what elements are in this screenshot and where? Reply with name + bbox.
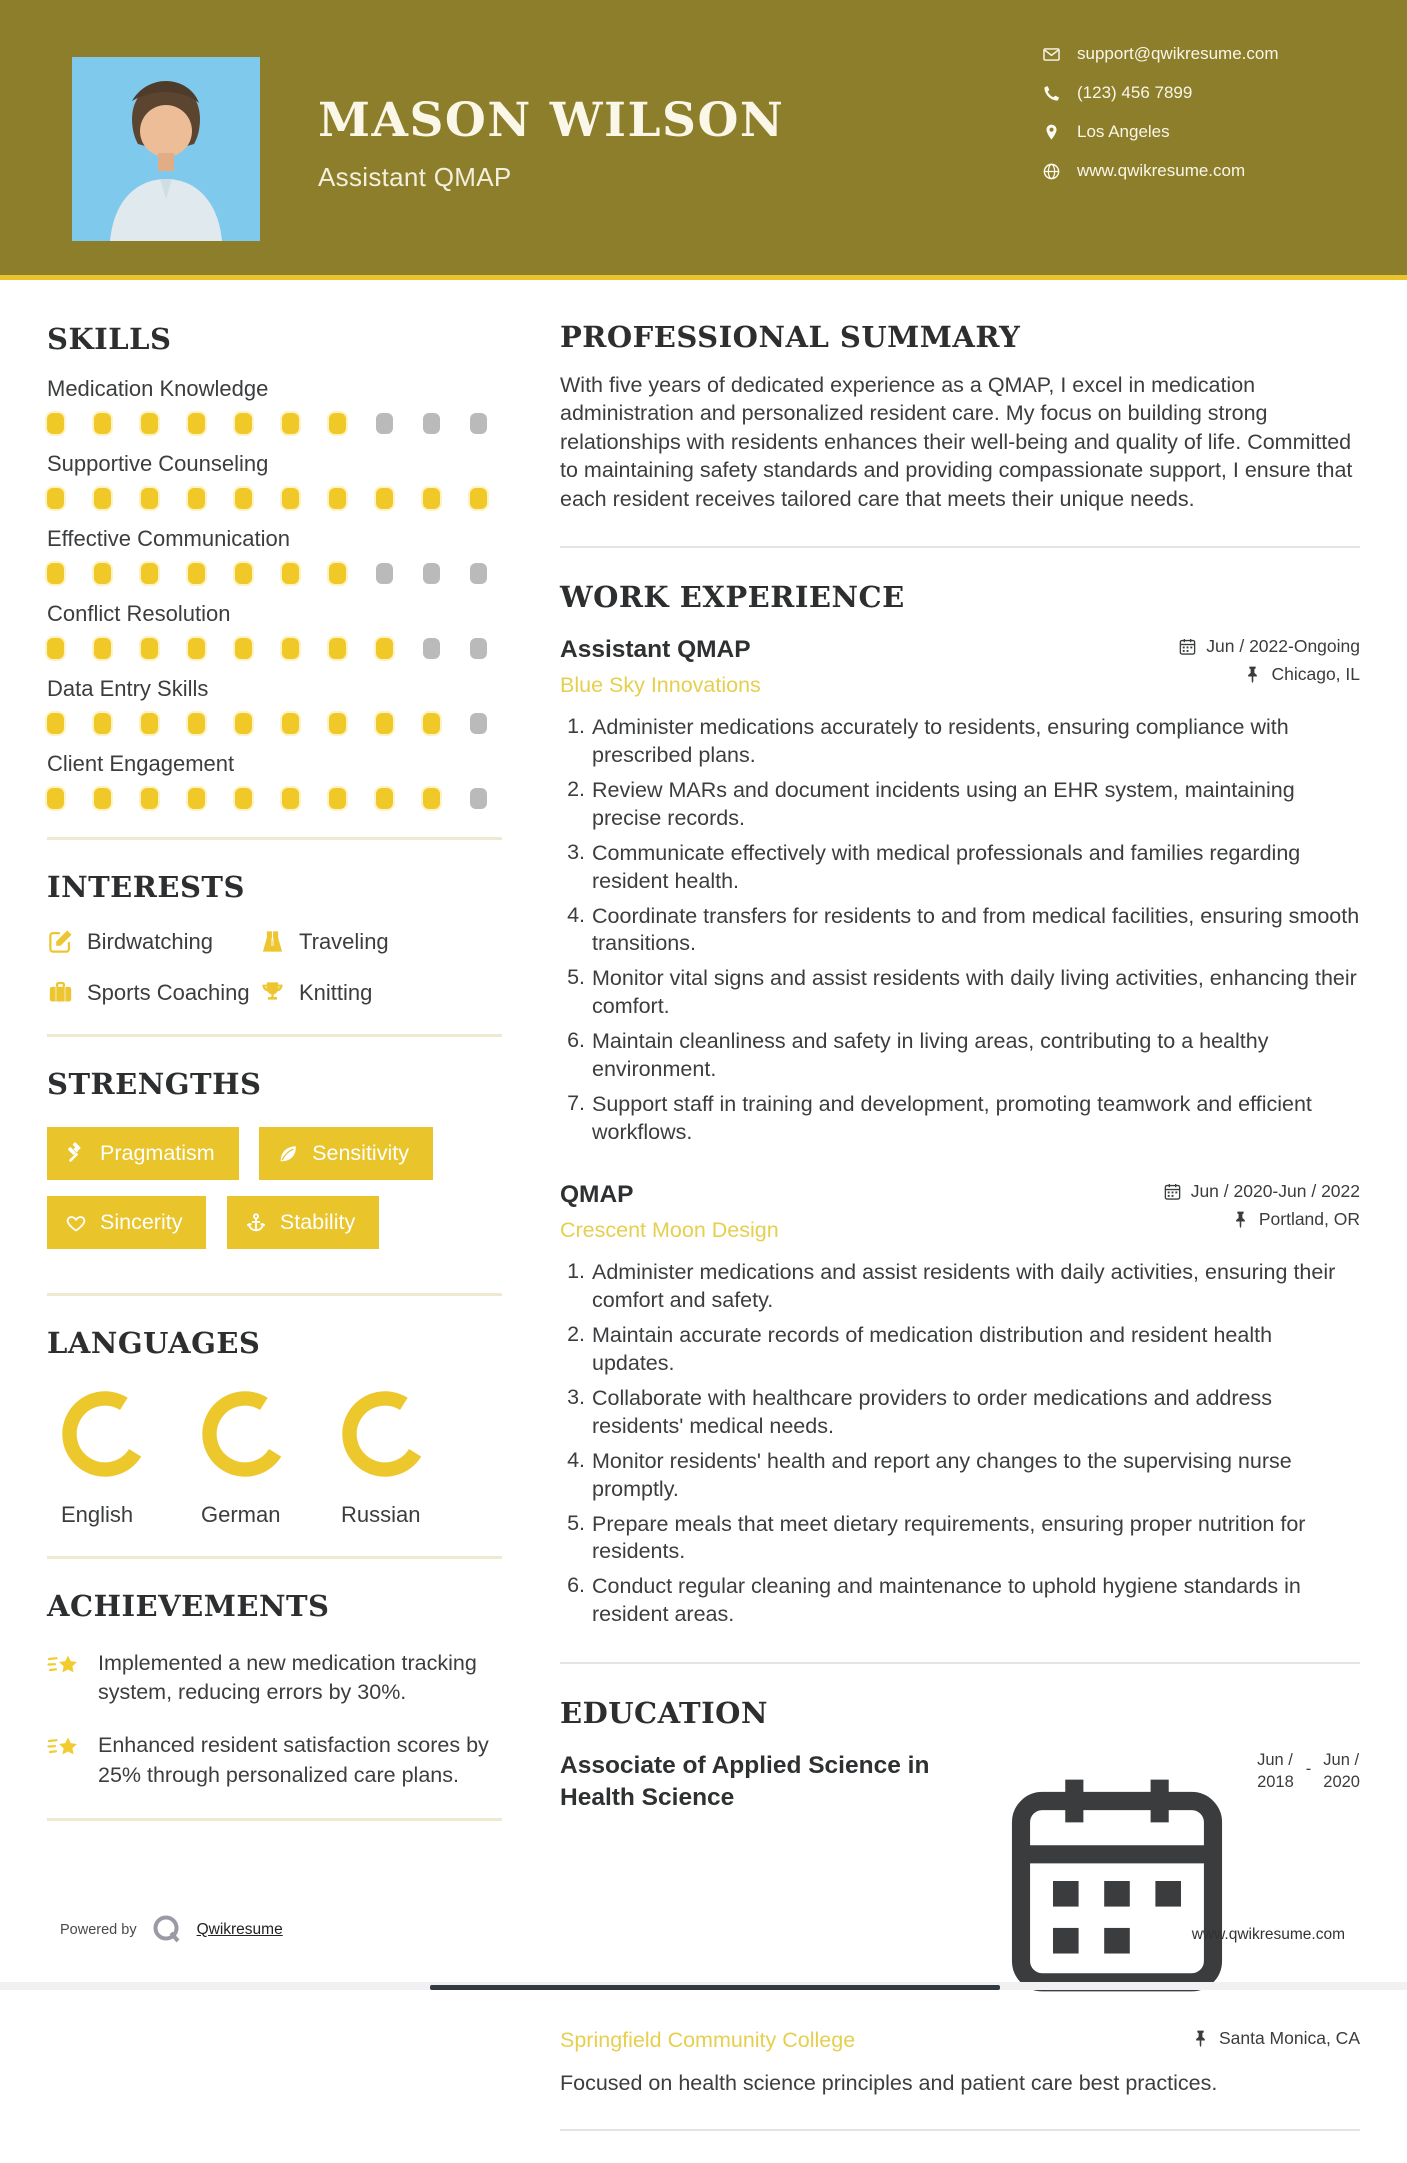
bullet-number: 1.	[560, 1259, 585, 1315]
job-bullet-list	[560, 714, 1360, 1147]
achievement-item	[47, 1649, 502, 1707]
sidebar-divider	[47, 1556, 502, 1559]
skill-level-dots	[47, 563, 502, 584]
job-date: Jun / 2022-Ongoing	[1206, 636, 1360, 657]
pushpin-icon	[1231, 1210, 1250, 1229]
skill-level-dots	[47, 788, 502, 809]
person-job-title: Assistant QMAP	[318, 162, 784, 193]
skill-level-dots	[47, 413, 502, 434]
skill-item	[47, 601, 502, 659]
qwikresume-logo-icon	[149, 1912, 185, 1948]
skill-level-dot	[282, 488, 299, 509]
job-bullet-list	[560, 1259, 1360, 1629]
interest-item	[47, 979, 259, 1006]
skill-item	[47, 751, 502, 809]
main-column	[560, 320, 1360, 2163]
skill-level-dot	[423, 413, 440, 434]
skill-level-dot	[94, 788, 111, 809]
footer-powered-by	[60, 1912, 283, 1948]
calendar-icon	[989, 1753, 1245, 2014]
bullet-number: 6.	[560, 1028, 585, 1084]
job-bullet	[560, 840, 1360, 896]
skill-level-dot	[141, 788, 158, 809]
bullet-text: Support staff in training and development, promoting teamwork and efficient workflows.	[592, 1091, 1360, 1147]
skill-level-dot	[282, 713, 299, 734]
skill-level-dot	[329, 413, 346, 434]
globe-icon	[1042, 162, 1061, 181]
calendar-icon	[1178, 637, 1197, 656]
skill-level-dot	[329, 788, 346, 809]
bullet-text: Monitor residents' health and report any changes to the supervising nurse promptly.	[592, 1448, 1360, 1504]
job-location: Chicago, IL	[1271, 664, 1360, 685]
contact-row[interactable]	[1042, 122, 1279, 142]
bullet-number: 1.	[560, 714, 585, 770]
strength-label: Sincerity	[100, 1210, 182, 1235]
shooting-star-icon	[47, 1731, 81, 1765]
main-divider	[560, 1662, 1360, 1664]
job-title: QMAP	[560, 1181, 634, 1209]
trophy-icon	[259, 979, 286, 1006]
skill-level-dot	[94, 563, 111, 584]
skill-level-dot	[235, 713, 252, 734]
skill-level-dot	[376, 413, 393, 434]
education-school: Springfield Community College	[560, 2028, 855, 2053]
header-accent-strip	[0, 275, 1407, 280]
interest-label: Sports Coaching	[87, 980, 250, 1006]
skill-label: Data Entry Skills	[47, 676, 502, 702]
strength-label: Sensitivity	[312, 1141, 409, 1166]
education-date-end: Jun / 2020	[1323, 1750, 1360, 1793]
profile-photo	[72, 57, 260, 241]
pushpin-icon	[1243, 665, 1262, 684]
skill-level-dot	[188, 563, 205, 584]
education-dates	[989, 1750, 1360, 2014]
bullet-number: 3.	[560, 840, 585, 896]
main-divider	[560, 546, 1360, 548]
skill-level-dot	[329, 563, 346, 584]
sidebar-divider	[47, 837, 502, 840]
skill-item	[47, 526, 502, 584]
briefcase-icon	[47, 979, 74, 1006]
location-pin-icon	[1042, 123, 1061, 142]
contact-text: www.qwikresume.com	[1077, 161, 1245, 181]
powered-by-label: Powered by	[60, 1922, 137, 1938]
pushpin-icon	[1191, 2029, 1210, 2048]
contact-row[interactable]	[1042, 83, 1279, 103]
bullet-text: Administer medications and assist residents with daily activities, ensuring their comfort and safety.	[592, 1259, 1360, 1315]
skill-level-dot	[423, 563, 440, 584]
job-bullet	[560, 1091, 1360, 1147]
bullet-text: Coordinate transfers for residents to and from medical facilities, ensuring smooth transitions.	[592, 903, 1360, 959]
job-location: Portland, OR	[1259, 1209, 1360, 1230]
education-degree: Associate of Applied Science in Health Science	[560, 1750, 989, 1814]
skill-level-dot	[47, 488, 64, 509]
strengths-heading: STRENGTHS	[47, 1067, 502, 1101]
skill-level-dot	[188, 488, 205, 509]
skill-level-dot	[470, 488, 487, 509]
skill-level-dot	[329, 713, 346, 734]
skill-level-dot	[282, 788, 299, 809]
skill-level-dot	[235, 563, 252, 584]
job-bullet	[560, 903, 1360, 959]
skill-label: Client Engagement	[47, 751, 502, 777]
skill-level-dot	[94, 413, 111, 434]
skill-level-dot	[141, 713, 158, 734]
skill-level-dot	[376, 638, 393, 659]
skill-level-dot	[94, 488, 111, 509]
contact-text: (123) 456 7899	[1077, 83, 1192, 103]
education-description: Focused on health science principles and patient care best practices.	[560, 2071, 1360, 2096]
calendar-icon	[1163, 1182, 1182, 1201]
bullet-text: Collaborate with healthcare providers to order medications and address residents' medical needs.	[592, 1385, 1360, 1441]
bullet-number: 6.	[560, 1573, 585, 1629]
skill-level-dot	[423, 488, 440, 509]
heart-icon	[65, 1212, 87, 1234]
skill-level-dots	[47, 488, 502, 509]
skill-level-dot	[47, 563, 64, 584]
skills-list	[47, 376, 502, 809]
bullet-number: 2.	[560, 777, 585, 833]
bullet-number: 2.	[560, 1322, 585, 1378]
gavel-icon	[65, 1143, 87, 1165]
skill-level-dot	[47, 713, 64, 734]
sidebar-divider	[47, 1818, 502, 1821]
languages-heading: LANGUAGES	[47, 1326, 502, 1360]
education-location: Santa Monica, CA	[1219, 2028, 1360, 2049]
skill-level-dot	[329, 638, 346, 659]
strength-label: Pragmatism	[100, 1141, 215, 1166]
skill-level-dot	[423, 638, 440, 659]
bullet-number: 4.	[560, 903, 585, 959]
bullet-number: 5.	[560, 965, 585, 1021]
achievements-list	[47, 1649, 502, 1790]
job-title: Assistant QMAP	[560, 636, 751, 664]
binoculars-icon	[259, 928, 286, 955]
strength-badge	[227, 1196, 379, 1249]
language-label: Russian	[341, 1502, 420, 1528]
bullet-number: 5.	[560, 1511, 585, 1567]
skill-level-dot	[282, 413, 299, 434]
skill-level-dot	[188, 638, 205, 659]
skill-level-dot	[376, 788, 393, 809]
interest-label: Knitting	[299, 980, 372, 1006]
bullet-text: Prepare meals that meet dietary requirements, ensuring proper nutrition for residents.	[592, 1511, 1360, 1567]
skill-level-dot	[329, 488, 346, 509]
job-entry	[560, 636, 1360, 1147]
skill-level-dot	[470, 563, 487, 584]
bullet-number: 3.	[560, 1385, 585, 1441]
language-level-arc	[197, 1386, 293, 1482]
shooting-star-icon	[47, 1649, 81, 1683]
skill-level-dot	[235, 488, 252, 509]
achievement-text: Implemented a new medication tracking system, reducing errors by 30%.	[98, 1649, 502, 1707]
skill-level-dot	[94, 638, 111, 659]
footer-website: www.qwikresume.com	[1192, 1926, 1345, 1944]
language-label: English	[61, 1502, 133, 1528]
skill-item	[47, 676, 502, 734]
education-date-separator: -	[1306, 1760, 1312, 1779]
skill-level-dot	[376, 488, 393, 509]
bullet-text: Monitor vital signs and assist residents with daily living activities, enhancing their comfort.	[592, 965, 1360, 1021]
strength-label: Stability	[280, 1210, 355, 1235]
language-item	[327, 1386, 467, 1528]
job-bullet	[560, 1573, 1360, 1629]
job-bullet	[560, 965, 1360, 1021]
job-bullet	[560, 1322, 1360, 1378]
skill-level-dots	[47, 638, 502, 659]
education-heading: EDUCATION	[560, 1696, 1360, 1730]
skill-level-dot	[282, 563, 299, 584]
skill-item	[47, 451, 502, 509]
leaf-icon	[277, 1143, 299, 1165]
job-company: Crescent Moon Design	[560, 1218, 779, 1243]
qwikresume-link[interactable]: Qwikresume	[197, 1921, 283, 1939]
job-bullet	[560, 1511, 1360, 1567]
header-band	[0, 0, 1407, 275]
achievement-text: Enhanced resident satisfaction scores by 25% through personalized care plans.	[98, 1731, 502, 1789]
strength-badge	[47, 1196, 206, 1249]
bullet-text: Conduct regular cleaning and maintenance to uphold hygiene standards in resident areas.	[592, 1573, 1360, 1629]
summary-heading: PROFESSIONAL SUMMARY	[560, 320, 1360, 354]
sidebar-divider	[47, 1034, 502, 1037]
skill-level-dot	[141, 638, 158, 659]
skill-level-dot	[470, 788, 487, 809]
bullet-text: Maintain cleanliness and safety in living areas, contributing to a healthy environment.	[592, 1028, 1360, 1084]
bullet-number: 7.	[560, 1091, 585, 1147]
interests-heading: INTERESTS	[47, 870, 502, 904]
interest-label: Birdwatching	[87, 929, 213, 955]
bullet-text: Communicate effectively with medical professionals and families regarding resident health.	[592, 840, 1360, 896]
skill-level-dot	[376, 713, 393, 734]
skill-level-dot	[235, 638, 252, 659]
skill-level-dot	[47, 413, 64, 434]
skill-label: Supportive Counseling	[47, 451, 502, 477]
person-name: MASON WILSON	[318, 96, 784, 145]
job-company: Blue Sky Innovations	[560, 673, 761, 698]
skill-level-dot	[141, 563, 158, 584]
language-label: German	[201, 1502, 280, 1528]
skill-level-dot	[235, 788, 252, 809]
skill-level-dot	[282, 638, 299, 659]
strength-badge	[259, 1127, 433, 1180]
strength-badge	[47, 1127, 239, 1180]
skills-heading: SKILLS	[47, 322, 502, 356]
achievement-item	[47, 1731, 502, 1789]
education-date-start: Jun / 2018	[1257, 1750, 1294, 1793]
skill-level-dot	[188, 713, 205, 734]
anchor-icon	[245, 1212, 267, 1234]
interests-list	[47, 928, 502, 1006]
skill-level-dot	[47, 638, 64, 659]
skill-level-dot	[94, 713, 111, 734]
skill-level-dot	[376, 563, 393, 584]
language-item	[187, 1386, 327, 1528]
skill-level-dot	[470, 638, 487, 659]
job-date: Jun / 2020-Jun / 2022	[1191, 1181, 1360, 1202]
contact-list	[1042, 44, 1279, 181]
bullet-text: Review MARs and document incidents using an EHR system, maintaining precise records.	[592, 777, 1360, 833]
job-bullet	[560, 1385, 1360, 1441]
strengths-list	[47, 1127, 502, 1265]
skill-level-dots	[47, 713, 502, 734]
skill-level-dot	[235, 413, 252, 434]
language-item	[47, 1386, 187, 1528]
bullet-text: Administer medications accurately to residents, ensuring compliance with prescribed plans.	[592, 714, 1360, 770]
skill-level-dot	[470, 713, 487, 734]
interest-item	[259, 979, 502, 1006]
skill-level-dot	[141, 413, 158, 434]
job-bullet	[560, 777, 1360, 833]
skill-label: Medication Knowledge	[47, 376, 502, 402]
contact-text: Los Angeles	[1077, 122, 1170, 142]
person-avatar-illustration	[72, 57, 260, 241]
sidebar-divider	[47, 1293, 502, 1296]
envelope-icon	[1042, 45, 1061, 64]
languages-list	[47, 1386, 502, 1528]
achievements-heading: ACHIEVEMENTS	[47, 1589, 502, 1623]
interest-item	[259, 928, 502, 955]
pencil-edit-icon	[47, 928, 74, 955]
skill-level-dot	[470, 413, 487, 434]
language-level-arc	[337, 1386, 433, 1482]
contact-row[interactable]	[1042, 44, 1279, 64]
bullet-number: 4.	[560, 1448, 585, 1504]
skill-level-dot	[188, 413, 205, 434]
interest-label: Traveling	[299, 929, 389, 955]
language-level-arc	[57, 1386, 153, 1482]
bottom-bar	[430, 1985, 1000, 1990]
skill-level-dot	[423, 788, 440, 809]
skill-label: Conflict Resolution	[47, 601, 502, 627]
job-bullet	[560, 714, 1360, 770]
interest-item	[47, 928, 259, 955]
skill-level-dot	[141, 488, 158, 509]
skill-label: Effective Communication	[47, 526, 502, 552]
contact-row[interactable]	[1042, 161, 1279, 181]
summary-text: With five years of dedicated experience as a QMAP, I excel in medication administration and personalized resident care. My focus on building strong relationships with residents enhances their well-being and quality of life. Committed to maintaining safety standards and providing compassionate support, I ensure that each resident receives tailored care that meets their unique needs.	[560, 371, 1360, 513]
job-bullet	[560, 1448, 1360, 1504]
skill-level-dot	[47, 788, 64, 809]
skill-level-dot	[423, 713, 440, 734]
phone-icon	[1042, 84, 1061, 103]
job-entry	[560, 1181, 1360, 1629]
experience-heading: WORK EXPERIENCE	[560, 580, 1360, 614]
job-bullet	[560, 1028, 1360, 1084]
sidebar	[47, 322, 502, 1851]
bullet-text: Maintain accurate records of medication distribution and resident health updates.	[592, 1322, 1360, 1378]
skill-item	[47, 376, 502, 434]
skill-level-dot	[188, 788, 205, 809]
main-divider	[560, 2129, 1360, 2131]
job-bullet	[560, 1259, 1360, 1315]
contact-text: support@qwikresume.com	[1077, 44, 1279, 64]
